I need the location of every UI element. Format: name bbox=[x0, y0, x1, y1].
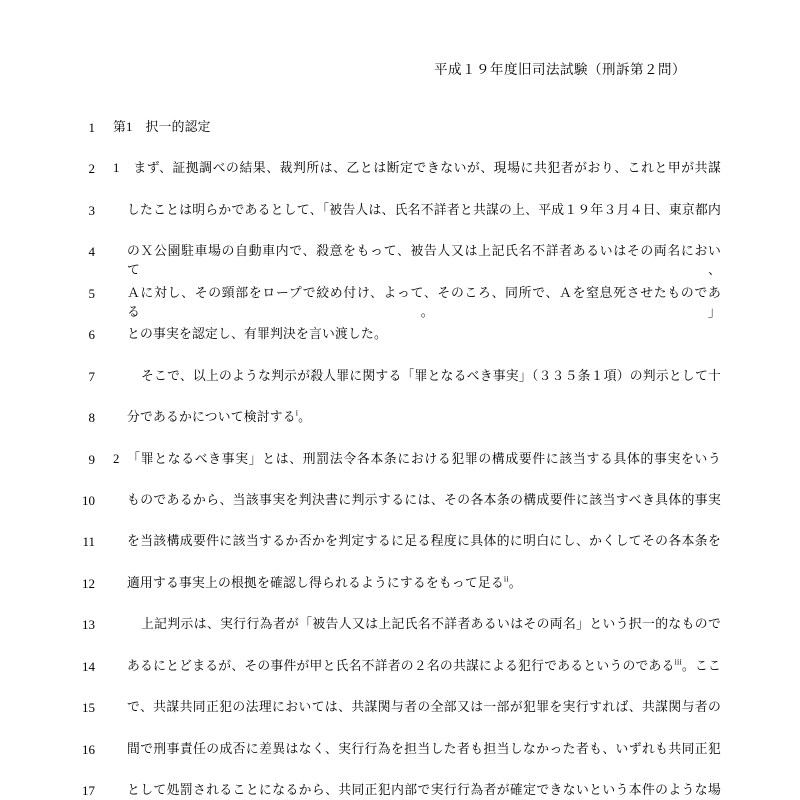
document-line bbox=[0, 242, 800, 283]
line-number: 10 bbox=[82, 492, 95, 508]
line-text bbox=[113, 284, 721, 322]
line-text-main: 間で刑事責任の成否に差異はなく、実行行為を担当した者も担当しなかった者も、いずれも共同正犯 bbox=[127, 741, 721, 756]
footnote-ref: iii bbox=[674, 657, 682, 667]
line-text-main: 第1 択一的認定 bbox=[113, 120, 211, 134]
document-line bbox=[0, 574, 800, 615]
line-text bbox=[113, 657, 721, 676]
line-number: 6 bbox=[88, 327, 95, 343]
document-line bbox=[0, 740, 800, 781]
line-number: 15 bbox=[82, 700, 95, 716]
document-line bbox=[0, 408, 800, 449]
document-line bbox=[0, 450, 800, 491]
line-text bbox=[113, 159, 721, 178]
line-text bbox=[113, 781, 721, 800]
line-number: 3 bbox=[88, 202, 95, 218]
document-line bbox=[0, 657, 800, 698]
line-number: 17 bbox=[82, 783, 95, 798]
line-number: 1 bbox=[88, 120, 95, 135]
line-text bbox=[113, 408, 721, 427]
document-line bbox=[0, 118, 800, 159]
line-text-main: あるにとどまるが、その事件が甲と氏名不詳者の２名の共謀による犯行であるというのである bbox=[127, 658, 675, 673]
line-number: 16 bbox=[82, 741, 95, 757]
document-line bbox=[0, 532, 800, 573]
document-line bbox=[0, 698, 800, 739]
document-line bbox=[0, 201, 800, 242]
line-text-tail: 。 bbox=[298, 410, 312, 425]
line-text-main: ものであるから、当該事実を判決書に判示するには、その各本条の構成要件に該当すべき具体的事実 bbox=[127, 492, 721, 507]
line-text-tail: 。 bbox=[508, 575, 522, 590]
line-number: 4 bbox=[88, 244, 95, 260]
line-text-main: のＸ公園駐車場の自動車内で、殺意をもって、被告人又は上記氏名不詳者あるいはその両名において、 bbox=[127, 244, 721, 278]
line-text bbox=[113, 201, 721, 220]
line-text-main: 上記判示は、実行行為者が「被告人又は上記氏名不詳者あるいはその両名」という択一的なもので bbox=[141, 617, 721, 632]
line-text-main: そこで、以上のような判示が殺人罪に関する「罪となるべき事実」（３３５条１項）の判示として十 bbox=[141, 368, 721, 383]
document-line bbox=[0, 367, 800, 408]
line-text-main: 分であるかについて検討する bbox=[127, 410, 296, 425]
line-text bbox=[113, 242, 721, 280]
line-text-main: Ａに対し、その頸部をロープで絞め付け、よって、そのころ、同所で、Ａを窒息死させたものである。」 bbox=[127, 285, 721, 319]
line-text-main: 2 「罪となるべき事実」とは、刑罰法令各本条における犯罪の構成要件に該当する具体的事実をいう bbox=[113, 451, 721, 466]
document-line bbox=[0, 325, 800, 366]
line-number: 9 bbox=[88, 451, 95, 467]
document-line bbox=[0, 781, 800, 800]
document-line bbox=[0, 491, 800, 532]
line-text bbox=[113, 118, 721, 137]
line-number: 2 bbox=[88, 161, 95, 177]
document-line bbox=[0, 615, 800, 656]
line-text bbox=[113, 367, 721, 386]
line-text-main: で、共謀共同正犯の法理においては、共謀関与者の全部又は一部が犯罪を実行すれば、共謀関与者の bbox=[127, 700, 721, 715]
line-text-main: として処罰されることになるから、共同正犯内部で実行行為者が確定できないという本件のような場 bbox=[127, 783, 721, 797]
line-text-main: 適用する事実上の根拠を確認し得られるようにするをもって足る bbox=[127, 575, 504, 590]
line-text-tail: 。ここ bbox=[681, 658, 721, 673]
line-number: 5 bbox=[88, 285, 95, 301]
footnote-ref: i bbox=[295, 408, 299, 418]
line-number: 7 bbox=[88, 368, 95, 384]
line-number: 13 bbox=[82, 617, 95, 633]
line-text bbox=[113, 325, 721, 344]
document-body bbox=[0, 118, 800, 800]
line-text bbox=[113, 491, 721, 510]
line-text-main: したことは明らかであるとして、「被告人は、氏名不詳者と共謀の上、平成１９年３月４日、東京都内 bbox=[127, 202, 721, 217]
line-number: 14 bbox=[82, 658, 95, 674]
line-text bbox=[113, 698, 721, 717]
line-text bbox=[113, 574, 721, 593]
line-text-main: 1 まず、証拠調べの結果、裁判所は、乙とは断定できないが、現場に共犯者がおり、これと甲が共謀 bbox=[113, 161, 721, 176]
line-text bbox=[113, 532, 721, 551]
line-text bbox=[113, 740, 721, 759]
line-text-main: との事実を認定し、有罪判決を言い渡した。 bbox=[127, 327, 387, 342]
line-text bbox=[113, 615, 721, 634]
document-line bbox=[0, 159, 800, 200]
line-text bbox=[113, 450, 721, 469]
line-number: 8 bbox=[88, 410, 95, 426]
line-number: 11 bbox=[82, 534, 95, 550]
footnote-ref: ii bbox=[503, 574, 509, 584]
line-number: 12 bbox=[82, 575, 95, 591]
document-header: 平成１９年度旧司法試験（刑訴第２問） bbox=[434, 62, 686, 77]
document-line bbox=[0, 284, 800, 325]
line-text-main: を当該構成要件に該当するか否かを判定するに足る程度に具体的に明白にし、かくしてその各本条を bbox=[127, 534, 721, 549]
